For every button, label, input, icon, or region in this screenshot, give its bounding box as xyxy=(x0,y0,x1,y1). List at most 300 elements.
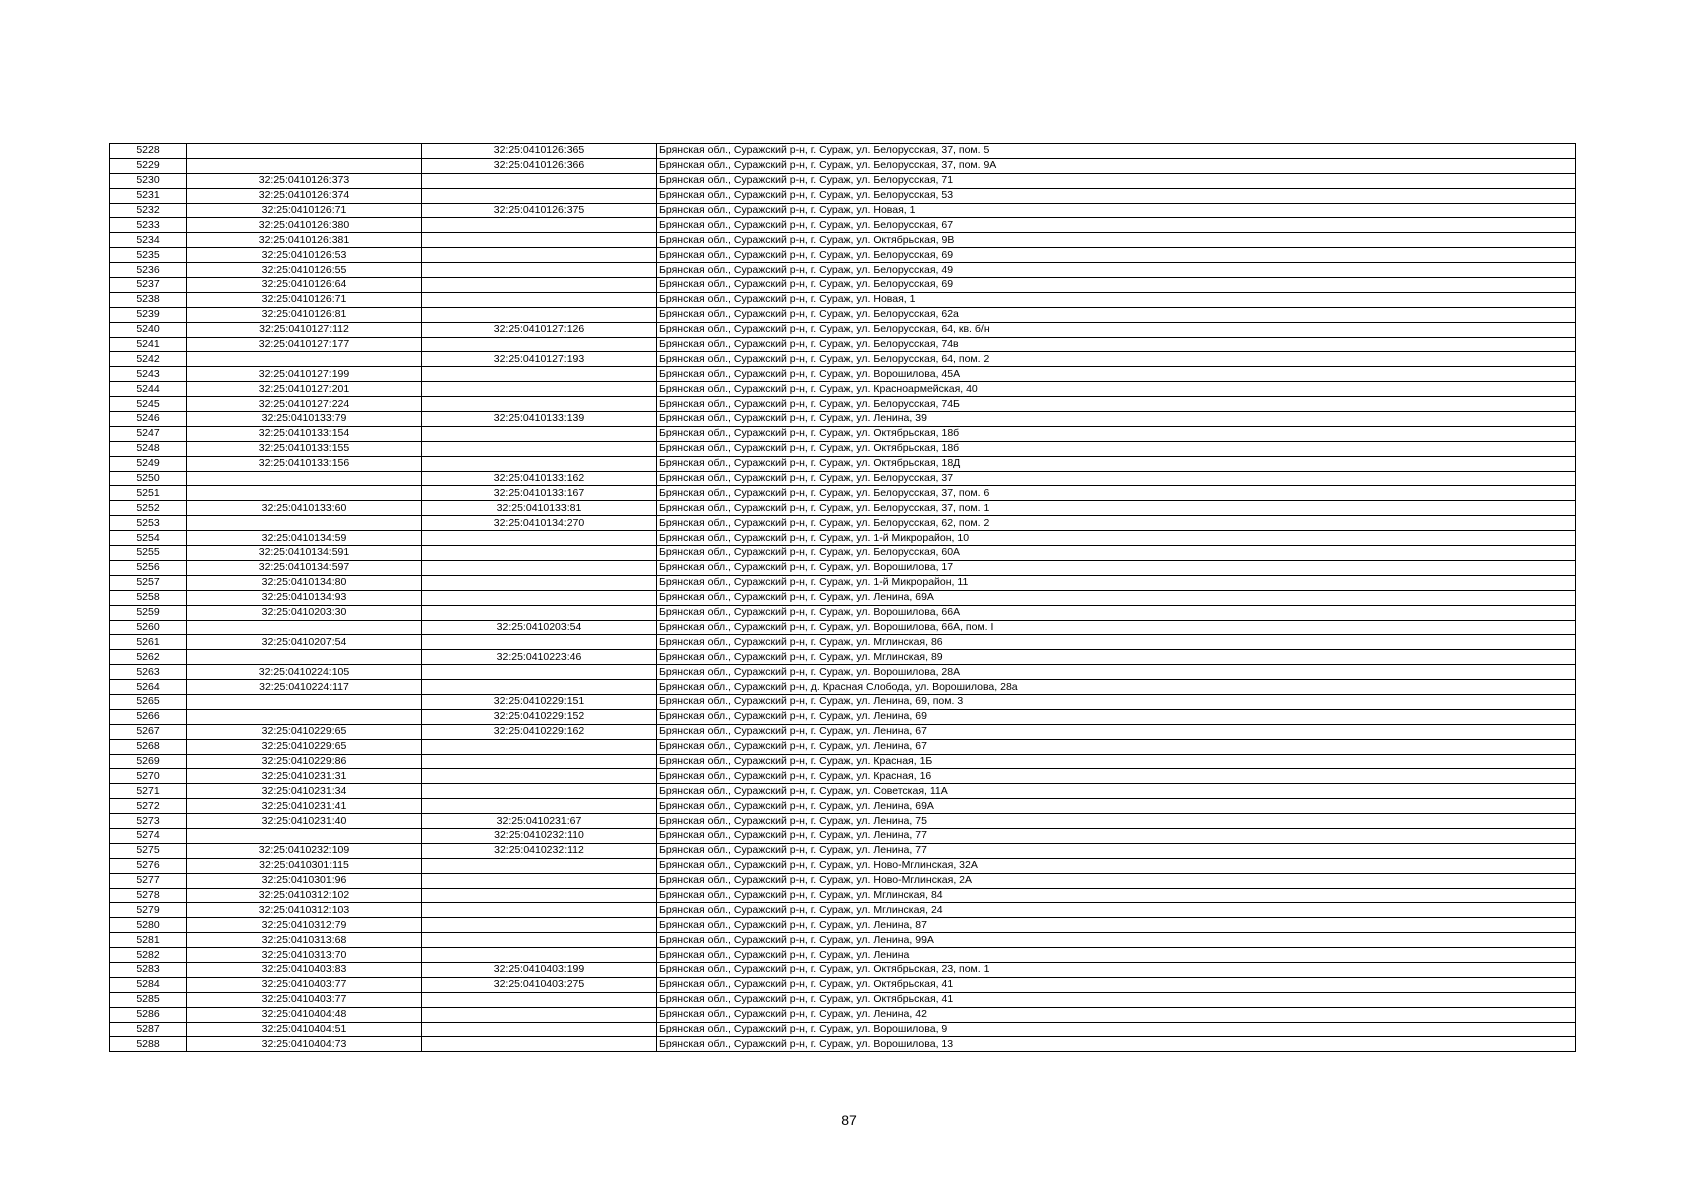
table-row xyxy=(110,977,1576,992)
address-cell: Брянская обл., Суражский р-н, г. Сураж, ул. Белорусская, 74Б xyxy=(657,397,1576,412)
address-cell: Брянская обл., Суражский р-н, г. Сураж, ул. Ленина, 67 xyxy=(657,739,1576,754)
related-cadastral-number-cell: 32:25:0410232:110 xyxy=(422,828,657,843)
table-row xyxy=(110,412,1576,427)
cadastral-number-cell: 32:25:0410229:65 xyxy=(187,724,422,739)
address-cell: Брянская обл., Суражский р-н, г. Сураж, ул. Ворошилова, 66А xyxy=(657,605,1576,620)
related-cadastral-number-cell: 32:25:0410133:139 xyxy=(422,412,657,427)
cadastral-number-cell xyxy=(187,650,422,665)
row-number-cell: 5231 xyxy=(110,188,187,203)
cadastral-number-cell: 32:25:0410224:117 xyxy=(187,680,422,695)
related-cadastral-number-cell xyxy=(422,590,657,605)
table-row xyxy=(110,665,1576,680)
table-row xyxy=(110,158,1576,173)
related-cadastral-number-cell xyxy=(422,873,657,888)
row-number-cell: 5275 xyxy=(110,843,187,858)
address-cell: Брянская обл., Суражский р-н, г. Сураж, ул. Белорусская, 69 xyxy=(657,278,1576,293)
table-row xyxy=(110,1007,1576,1022)
table-row xyxy=(110,843,1576,858)
table-row xyxy=(110,278,1576,293)
table-row xyxy=(110,218,1576,233)
address-cell: Брянская обл., Суражский р-н, г. Сураж, ул. Ленина, 69, пом. 3 xyxy=(657,694,1576,709)
row-number-cell: 5233 xyxy=(110,218,187,233)
cadastral-number-cell: 32:25:0410126:374 xyxy=(187,188,422,203)
cadastral-number-cell: 32:25:0410126:81 xyxy=(187,307,422,322)
table-row xyxy=(110,546,1576,561)
table-row xyxy=(110,962,1576,977)
related-cadastral-number-cell xyxy=(422,948,657,963)
row-number-cell: 5268 xyxy=(110,739,187,754)
address-cell: Брянская обл., Суражский р-н, г. Сураж, ул. Ворошилова, 13 xyxy=(657,1037,1576,1052)
row-number-cell: 5247 xyxy=(110,426,187,441)
table-row xyxy=(110,1022,1576,1037)
cadastral-number-cell: 32:25:0410231:41 xyxy=(187,799,422,814)
row-number-cell: 5243 xyxy=(110,367,187,382)
row-number-cell: 5236 xyxy=(110,263,187,278)
row-number-cell: 5284 xyxy=(110,977,187,992)
cadastral-number-cell: 32:25:0410127:177 xyxy=(187,337,422,352)
cadastral-number-cell: 32:25:0410231:31 xyxy=(187,769,422,784)
cadastral-number-cell: 32:25:0410126:71 xyxy=(187,203,422,218)
table-row xyxy=(110,531,1576,546)
address-cell: Брянская обл., Суражский р-н, г. Сураж, ул. Белорусская, 53 xyxy=(657,188,1576,203)
table-row xyxy=(110,858,1576,873)
table-row xyxy=(110,397,1576,412)
cadastral-number-cell xyxy=(187,620,422,635)
cadastral-number-cell: 32:25:0410312:102 xyxy=(187,888,422,903)
address-cell: Брянская обл., Суражский р-н, г. Сураж, ул. Ленина, 87 xyxy=(657,918,1576,933)
cadastral-number-cell xyxy=(187,144,422,159)
related-cadastral-number-cell xyxy=(422,858,657,873)
cadastral-number-cell xyxy=(187,486,422,501)
related-cadastral-number-cell xyxy=(422,605,657,620)
related-cadastral-number-cell xyxy=(422,933,657,948)
related-cadastral-number-cell xyxy=(422,784,657,799)
table-row xyxy=(110,635,1576,650)
row-number-cell: 5256 xyxy=(110,560,187,575)
table-row xyxy=(110,382,1576,397)
row-number-cell: 5273 xyxy=(110,814,187,829)
address-cell: Брянская обл., Суражский р-н, г. Сураж, ул. Белорусская, 37, пом. 1 xyxy=(657,501,1576,516)
related-cadastral-number-cell xyxy=(422,337,657,352)
row-number-cell: 5274 xyxy=(110,828,187,843)
related-cadastral-number-cell xyxy=(422,1022,657,1037)
related-cadastral-number-cell xyxy=(422,456,657,471)
table-row xyxy=(110,739,1576,754)
table-row xyxy=(110,903,1576,918)
cadastral-number-cell xyxy=(187,158,422,173)
cadastral-number-cell: 32:25:0410229:65 xyxy=(187,739,422,754)
cadastral-number-cell: 32:25:0410126:373 xyxy=(187,173,422,188)
row-number-cell: 5285 xyxy=(110,992,187,1007)
address-cell: Брянская обл., Суражский р-н, г. Сураж, ул. Белорусская, 64, пом. 2 xyxy=(657,352,1576,367)
address-cell: Брянская обл., Суражский р-н, г. Сураж, ул. Белорусская, 37, пом. 5 xyxy=(657,144,1576,159)
row-number-cell: 5238 xyxy=(110,292,187,307)
table-row xyxy=(110,873,1576,888)
row-number-cell: 5232 xyxy=(110,203,187,218)
related-cadastral-number-cell: 32:25:0410403:275 xyxy=(422,977,657,992)
cadastral-number-cell: 32:25:0410134:597 xyxy=(187,560,422,575)
row-number-cell: 5266 xyxy=(110,709,187,724)
cadastral-number-cell: 32:25:0410127:199 xyxy=(187,367,422,382)
row-number-cell: 5286 xyxy=(110,1007,187,1022)
related-cadastral-number-cell: 32:25:0410223:46 xyxy=(422,650,657,665)
related-cadastral-number-cell: 32:25:0410126:366 xyxy=(422,158,657,173)
table-row xyxy=(110,888,1576,903)
address-cell: Брянская обл., Суражский р-н, д. Красная Слобода, ул. Ворошилова, 28а xyxy=(657,680,1576,695)
cadastral-number-cell: 32:25:0410404:73 xyxy=(187,1037,422,1052)
related-cadastral-number-cell xyxy=(422,754,657,769)
cadastral-number-cell: 32:25:0410231:34 xyxy=(187,784,422,799)
table-row xyxy=(110,709,1576,724)
address-cell: Брянская обл., Суражский р-н, г. Сураж, ул. Мглинская, 84 xyxy=(657,888,1576,903)
row-number-cell: 5228 xyxy=(110,144,187,159)
related-cadastral-number-cell xyxy=(422,799,657,814)
related-cadastral-number-cell: 32:25:0410229:152 xyxy=(422,709,657,724)
row-number-cell: 5255 xyxy=(110,546,187,561)
cadastral-number-cell xyxy=(187,352,422,367)
related-cadastral-number-cell xyxy=(422,263,657,278)
table-row xyxy=(110,1037,1576,1052)
address-cell: Брянская обл., Суражский р-н, г. Сураж, ул. Ленина, 69А xyxy=(657,590,1576,605)
related-cadastral-number-cell xyxy=(422,1037,657,1052)
row-number-cell: 5263 xyxy=(110,665,187,680)
table-row xyxy=(110,694,1576,709)
related-cadastral-number-cell xyxy=(422,173,657,188)
related-cadastral-number-cell xyxy=(422,680,657,695)
cadastral-number-cell: 32:25:0410133:60 xyxy=(187,501,422,516)
table-row xyxy=(110,188,1576,203)
related-cadastral-number-cell xyxy=(422,278,657,293)
cadastral-number-cell: 32:25:0410231:40 xyxy=(187,814,422,829)
cadastral-number-cell: 32:25:0410133:155 xyxy=(187,441,422,456)
row-number-cell: 5281 xyxy=(110,933,187,948)
row-number-cell: 5260 xyxy=(110,620,187,635)
related-cadastral-number-cell: 32:25:0410133:167 xyxy=(422,486,657,501)
address-cell: Брянская обл., Суражский р-н, г. Сураж, ул. Октябрьская, 18б xyxy=(657,441,1576,456)
related-cadastral-number-cell xyxy=(422,575,657,590)
related-cadastral-number-cell xyxy=(422,382,657,397)
row-number-cell: 5267 xyxy=(110,724,187,739)
table-row xyxy=(110,784,1576,799)
table-row xyxy=(110,173,1576,188)
row-number-cell: 5288 xyxy=(110,1037,187,1052)
address-cell: Брянская обл., Суражский р-н, г. Сураж, ул. Ворошилова, 66А, пом. I xyxy=(657,620,1576,635)
address-cell: Брянская обл., Суражский р-н, г. Сураж, ул. Ленина, 75 xyxy=(657,814,1576,829)
table-row xyxy=(110,590,1576,605)
related-cadastral-number-cell xyxy=(422,769,657,784)
address-cell: Брянская обл., Суражский р-н, г. Сураж, ул. Красноармейская, 40 xyxy=(657,382,1576,397)
row-number-cell: 5261 xyxy=(110,635,187,650)
row-number-cell: 5271 xyxy=(110,784,187,799)
address-cell: Брянская обл., Суражский р-н, г. Сураж, ул. Белорусская, 62, пом. 2 xyxy=(657,516,1576,531)
cadastral-number-cell: 32:25:0410127:224 xyxy=(187,397,422,412)
row-number-cell: 5253 xyxy=(110,516,187,531)
cadastral-number-cell: 32:25:0410134:59 xyxy=(187,531,422,546)
table-row xyxy=(110,620,1576,635)
row-number-cell: 5287 xyxy=(110,1022,187,1037)
cadastral-number-cell: 32:25:0410126:53 xyxy=(187,248,422,263)
table-row xyxy=(110,292,1576,307)
cadastral-number-cell: 32:25:0410403:77 xyxy=(187,977,422,992)
related-cadastral-number-cell xyxy=(422,367,657,382)
address-cell: Брянская обл., Суражский р-н, г. Сураж, ул. Октябрьская, 41 xyxy=(657,977,1576,992)
cadastral-number-cell: 32:25:0410312:103 xyxy=(187,903,422,918)
address-cell: Брянская обл., Суражский р-н, г. Сураж, ул. Ленина, 77 xyxy=(657,828,1576,843)
cadastral-number-cell: 32:25:0410126:381 xyxy=(187,233,422,248)
related-cadastral-number-cell xyxy=(422,1007,657,1022)
related-cadastral-number-cell xyxy=(422,560,657,575)
related-cadastral-number-cell xyxy=(422,918,657,933)
row-number-cell: 5279 xyxy=(110,903,187,918)
table-row xyxy=(110,307,1576,322)
cadastral-number-cell: 32:25:0410134:591 xyxy=(187,546,422,561)
address-cell: Брянская обл., Суражский р-н, г. Сураж, ул. Белорусская, 69 xyxy=(657,248,1576,263)
row-number-cell: 5235 xyxy=(110,248,187,263)
related-cadastral-number-cell: 32:25:0410133:162 xyxy=(422,471,657,486)
address-cell: Брянская обл., Суражский р-н, г. Сураж, ул. Белорусская, 60А xyxy=(657,546,1576,561)
row-number-cell: 5246 xyxy=(110,412,187,427)
address-cell: Брянская обл., Суражский р-н, г. Сураж, ул. Белорусская, 37, пом. 9А xyxy=(657,158,1576,173)
row-number-cell: 5249 xyxy=(110,456,187,471)
row-number-cell: 5248 xyxy=(110,441,187,456)
address-cell: Брянская обл., Суражский р-н, г. Сураж, ул. Ворошилова, 9 xyxy=(657,1022,1576,1037)
page-number: 87 xyxy=(841,1112,857,1128)
related-cadastral-number-cell xyxy=(422,307,657,322)
cadastral-number-cell xyxy=(187,828,422,843)
row-number-cell: 5262 xyxy=(110,650,187,665)
address-cell: Брянская обл., Суражский р-н, г. Сураж, ул. Красная, 1Б xyxy=(657,754,1576,769)
cadastral-number-cell xyxy=(187,694,422,709)
table-body xyxy=(110,144,1576,1052)
related-cadastral-number-cell: 32:25:0410134:270 xyxy=(422,516,657,531)
row-number-cell: 5244 xyxy=(110,382,187,397)
cadastral-number-cell: 32:25:0410134:93 xyxy=(187,590,422,605)
row-number-cell: 5269 xyxy=(110,754,187,769)
row-number-cell: 5229 xyxy=(110,158,187,173)
address-cell: Брянская обл., Суражский р-н, г. Сураж, ул. Белорусская, 67 xyxy=(657,218,1576,233)
cadastral-number-cell: 32:25:0410313:68 xyxy=(187,933,422,948)
related-cadastral-number-cell xyxy=(422,218,657,233)
address-cell: Брянская обл., Суражский р-н, г. Сураж, ул. Ленина, 77 xyxy=(657,843,1576,858)
address-cell: Брянская обл., Суражский р-н, г. Сураж, ул. Ворошилова, 28А xyxy=(657,665,1576,680)
related-cadastral-number-cell: 32:25:0410127:126 xyxy=(422,322,657,337)
row-number-cell: 5258 xyxy=(110,590,187,605)
related-cadastral-number-cell xyxy=(422,635,657,650)
table-row xyxy=(110,233,1576,248)
address-cell: Брянская обл., Суражский р-н, г. Сураж, ул. Белорусская, 37, пом. 6 xyxy=(657,486,1576,501)
row-number-cell: 5237 xyxy=(110,278,187,293)
row-number-cell: 5276 xyxy=(110,858,187,873)
address-cell: Брянская обл., Суражский р-н, г. Сураж, ул. 1-й Микрорайон, 11 xyxy=(657,575,1576,590)
table-row xyxy=(110,605,1576,620)
related-cadastral-number-cell xyxy=(422,426,657,441)
related-cadastral-number-cell: 32:25:0410403:199 xyxy=(422,962,657,977)
address-cell: Брянская обл., Суражский р-н, г. Сураж, ул. Ленина, 39 xyxy=(657,412,1576,427)
row-number-cell: 5230 xyxy=(110,173,187,188)
cadastral-number-cell: 32:25:0410229:86 xyxy=(187,754,422,769)
cadastral-number-cell xyxy=(187,709,422,724)
related-cadastral-number-cell xyxy=(422,292,657,307)
cadastral-number-cell: 32:25:0410127:201 xyxy=(187,382,422,397)
property-register-table xyxy=(109,143,1576,1052)
related-cadastral-number-cell: 32:25:0410231:67 xyxy=(422,814,657,829)
table-row xyxy=(110,426,1576,441)
row-number-cell: 5277 xyxy=(110,873,187,888)
address-cell: Брянская обл., Суражский р-н, г. Сураж, ул. Ленина xyxy=(657,948,1576,963)
address-cell: Брянская обл., Суражский р-н, г. Сураж, ул. Белорусская, 49 xyxy=(657,263,1576,278)
row-number-cell: 5280 xyxy=(110,918,187,933)
cadastral-number-cell: 32:25:0410404:48 xyxy=(187,1007,422,1022)
related-cadastral-number-cell xyxy=(422,188,657,203)
table-row xyxy=(110,933,1576,948)
address-cell: Брянская обл., Суражский р-н, г. Сураж, ул. Белорусская, 64, кв. б/н xyxy=(657,322,1576,337)
related-cadastral-number-cell: 32:25:0410229:151 xyxy=(422,694,657,709)
table-row xyxy=(110,471,1576,486)
address-cell: Брянская обл., Суражский р-н, г. Сураж, ул. Мглинская, 24 xyxy=(657,903,1576,918)
address-cell: Брянская обл., Суражский р-н, г. Сураж, ул. Мглинская, 89 xyxy=(657,650,1576,665)
cadastral-number-cell: 32:25:0410126:64 xyxy=(187,278,422,293)
row-number-cell: 5283 xyxy=(110,962,187,977)
address-cell: Брянская обл., Суражский р-н, г. Сураж, ул. Октябрьская, 9В xyxy=(657,233,1576,248)
related-cadastral-number-cell xyxy=(422,992,657,1007)
related-cadastral-number-cell xyxy=(422,739,657,754)
table-row xyxy=(110,948,1576,963)
row-number-cell: 5242 xyxy=(110,352,187,367)
table-row xyxy=(110,337,1576,352)
row-number-cell: 5265 xyxy=(110,694,187,709)
cadastral-number-cell: 32:25:0410126:71 xyxy=(187,292,422,307)
row-number-cell: 5259 xyxy=(110,605,187,620)
address-cell: Брянская обл., Суражский р-н, г. Сураж, ул. Белорусская, 62а xyxy=(657,307,1576,322)
cadastral-number-cell: 32:25:0410313:70 xyxy=(187,948,422,963)
cadastral-number-cell: 32:25:0410134:80 xyxy=(187,575,422,590)
related-cadastral-number-cell xyxy=(422,441,657,456)
address-cell: Брянская обл., Суражский р-н, г. Сураж, ул. Ново-Мглинская, 2А xyxy=(657,873,1576,888)
cadastral-number-cell xyxy=(187,516,422,531)
cadastral-number-cell: 32:25:0410133:79 xyxy=(187,412,422,427)
related-cadastral-number-cell: 32:25:0410229:162 xyxy=(422,724,657,739)
related-cadastral-number-cell xyxy=(422,903,657,918)
address-cell: Брянская обл., Суражский р-н, г. Сураж, ул. Ленина, 99А xyxy=(657,933,1576,948)
row-number-cell: 5252 xyxy=(110,501,187,516)
table-row xyxy=(110,144,1576,159)
cadastral-number-cell: 32:25:0410301:115 xyxy=(187,858,422,873)
cadastral-number-cell: 32:25:0410203:30 xyxy=(187,605,422,620)
address-cell: Брянская обл., Суражский р-н, г. Сураж, ул. Ворошилова, 17 xyxy=(657,560,1576,575)
row-number-cell: 5254 xyxy=(110,531,187,546)
address-cell: Брянская обл., Суражский р-н, г. Сураж, ул. Советская, 11А xyxy=(657,784,1576,799)
cadastral-number-cell: 32:25:0410403:77 xyxy=(187,992,422,1007)
address-cell: Брянская обл., Суражский р-н, г. Сураж, ул. Октябрьская, 41 xyxy=(657,992,1576,1007)
related-cadastral-number-cell: 32:25:0410127:193 xyxy=(422,352,657,367)
cadastral-number-cell: 32:25:0410133:156 xyxy=(187,456,422,471)
table-row xyxy=(110,828,1576,843)
table-row xyxy=(110,918,1576,933)
related-cadastral-number-cell: 32:25:0410203:54 xyxy=(422,620,657,635)
table-row xyxy=(110,367,1576,382)
table-row xyxy=(110,248,1576,263)
table-row xyxy=(110,814,1576,829)
address-cell: Брянская обл., Суражский р-н, г. Сураж, ул. Новая, 1 xyxy=(657,292,1576,307)
row-number-cell: 5282 xyxy=(110,948,187,963)
related-cadastral-number-cell xyxy=(422,546,657,561)
row-number-cell: 5245 xyxy=(110,397,187,412)
row-number-cell: 5239 xyxy=(110,307,187,322)
related-cadastral-number-cell: 32:25:0410232:112 xyxy=(422,843,657,858)
address-cell: Брянская обл., Суражский р-н, г. Сураж, ул. Красная, 16 xyxy=(657,769,1576,784)
address-cell: Брянская обл., Суражский р-н, г. Сураж, ул. Октябрьская, 18б xyxy=(657,426,1576,441)
table-row xyxy=(110,560,1576,575)
table-row xyxy=(110,516,1576,531)
cadastral-number-cell: 32:25:0410133:154 xyxy=(187,426,422,441)
related-cadastral-number-cell: 32:25:0410126:375 xyxy=(422,203,657,218)
cadastral-number-cell: 32:25:0410404:51 xyxy=(187,1022,422,1037)
address-cell: Брянская обл., Суражский р-н, г. Сураж, ул. Ворошилова, 45А xyxy=(657,367,1576,382)
address-cell: Брянская обл., Суражский р-н, г. Сураж, ул. Белорусская, 71 xyxy=(657,173,1576,188)
related-cadastral-number-cell: 32:25:0410126:365 xyxy=(422,144,657,159)
table-row xyxy=(110,322,1576,337)
address-cell: Брянская обл., Суражский р-н, г. Сураж, ул. Ново-Мглинская, 32А xyxy=(657,858,1576,873)
related-cadastral-number-cell xyxy=(422,248,657,263)
address-cell: Брянская обл., Суражский р-н, г. Сураж, ул. Мглинская, 86 xyxy=(657,635,1576,650)
related-cadastral-number-cell xyxy=(422,397,657,412)
cadastral-number-cell: 32:25:0410312:79 xyxy=(187,918,422,933)
cadastral-number-cell: 32:25:0410224:105 xyxy=(187,665,422,680)
address-cell: Брянская обл., Суражский р-н, г. Сураж, ул. Белорусская, 37 xyxy=(657,471,1576,486)
related-cadastral-number-cell xyxy=(422,233,657,248)
cadastral-number-cell: 32:25:0410127:112 xyxy=(187,322,422,337)
row-number-cell: 5270 xyxy=(110,769,187,784)
table-row xyxy=(110,575,1576,590)
table-row xyxy=(110,724,1576,739)
related-cadastral-number-cell xyxy=(422,665,657,680)
row-number-cell: 5278 xyxy=(110,888,187,903)
table-row xyxy=(110,486,1576,501)
table-row xyxy=(110,352,1576,367)
table-row xyxy=(110,203,1576,218)
table-row xyxy=(110,263,1576,278)
address-cell: Брянская обл., Суражский р-н, г. Сураж, ул. Ленина, 69А xyxy=(657,799,1576,814)
row-number-cell: 5241 xyxy=(110,337,187,352)
cadastral-number-cell: 32:25:0410232:109 xyxy=(187,843,422,858)
cadastral-number-cell: 32:25:0410403:83 xyxy=(187,962,422,977)
row-number-cell: 5272 xyxy=(110,799,187,814)
address-cell: Брянская обл., Суражский р-н, г. Сураж, ул. Ленина, 42 xyxy=(657,1007,1576,1022)
cadastral-number-cell: 32:25:0410301:96 xyxy=(187,873,422,888)
address-cell: Брянская обл., Суражский р-н, г. Сураж, ул. Ленина, 67 xyxy=(657,724,1576,739)
cadastral-number-cell: 32:25:0410126:55 xyxy=(187,263,422,278)
address-cell: Брянская обл., Суражский р-н, г. Сураж, ул. 1-й Микрорайон, 10 xyxy=(657,531,1576,546)
address-cell: Брянская обл., Суражский р-н, г. Сураж, ул. Новая, 1 xyxy=(657,203,1576,218)
address-cell: Брянская обл., Суражский р-н, г. Сураж, ул. Октябрьская, 18Д xyxy=(657,456,1576,471)
cadastral-number-cell xyxy=(187,471,422,486)
row-number-cell: 5234 xyxy=(110,233,187,248)
related-cadastral-number-cell xyxy=(422,531,657,546)
related-cadastral-number-cell xyxy=(422,888,657,903)
row-number-cell: 5257 xyxy=(110,575,187,590)
table-row xyxy=(110,501,1576,516)
row-number-cell: 5250 xyxy=(110,471,187,486)
address-cell: Брянская обл., Суражский р-н, г. Сураж, ул. Октябрьская, 23, пом. 1 xyxy=(657,962,1576,977)
related-cadastral-number-cell: 32:25:0410133:81 xyxy=(422,501,657,516)
table-row xyxy=(110,799,1576,814)
row-number-cell: 5264 xyxy=(110,680,187,695)
row-number-cell: 5240 xyxy=(110,322,187,337)
table-row xyxy=(110,992,1576,1007)
table-row xyxy=(110,769,1576,784)
row-number-cell: 5251 xyxy=(110,486,187,501)
table-row xyxy=(110,680,1576,695)
